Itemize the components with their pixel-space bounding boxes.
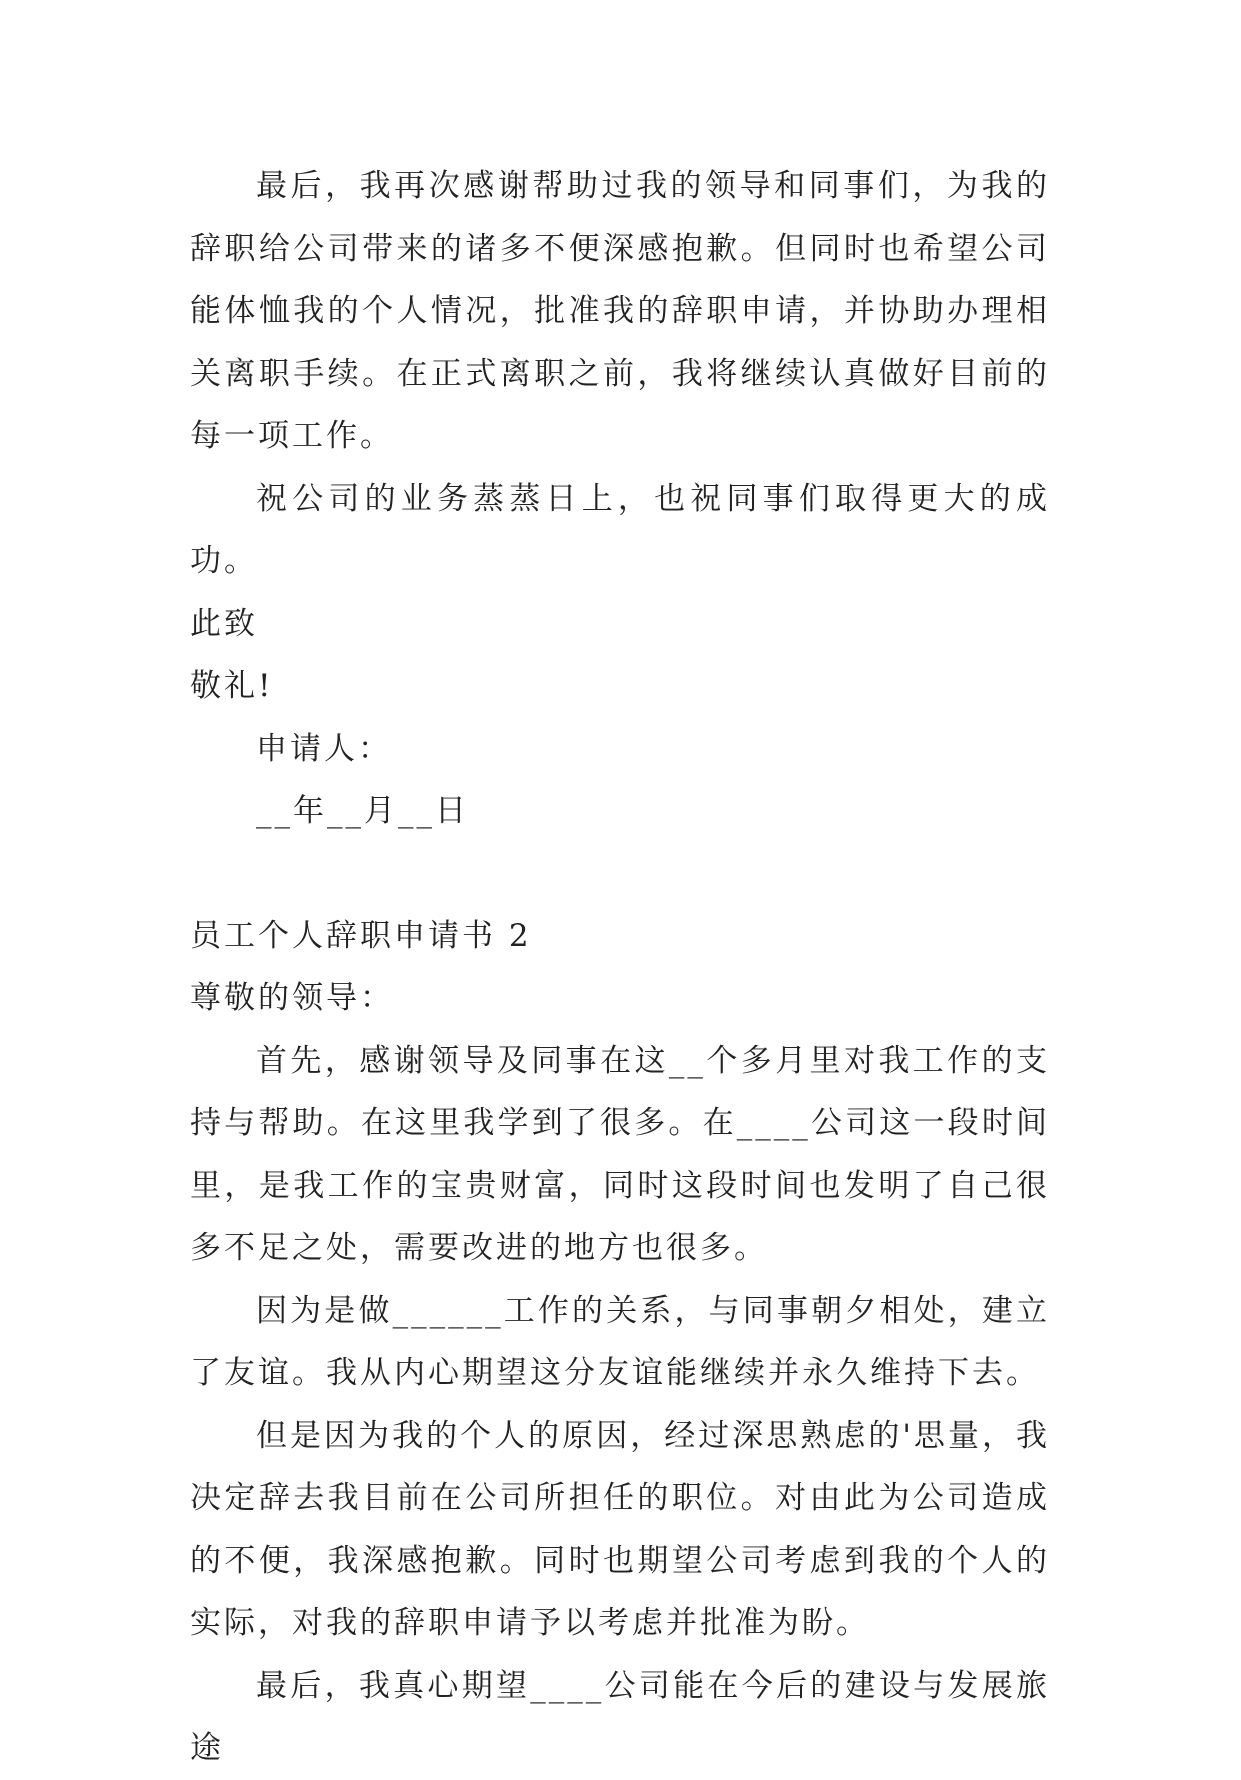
body-paragraph: 因为是做______工作的关系，与同事朝夕相处，建立了友谊。我从内心期望这分友谊能继续并永久维持下去。 [190,1292,1050,1391]
body-paragraph: 但是因为我的个人的原因，经过深思熟虑的'思量，我决定辞去我目前在公司所担任的职位。对由此为公司造成的不便，我深感抱歉。同时也期望公司考虑到我的个人的实际，对我的辞职申请予以考虑并批准为盼。 [190,1417,1050,1641]
salutation-line-2: 敬礼! [190,668,274,704]
closing-paragraph: 最后，我再次感谢帮助过我的领导和同事们，为我的辞职给公司带来的诸多不便深感抱歉。但同时也希望公司能体恤我的个人情况，批准我的辞职申请，并协助办理相关离职手续。在正式离职之前，我将继续认真做好目前的每一项工作。 [190,168,1050,454]
salutation-line-1: 此致 [190,605,258,642]
applicant-label: 申请人： [256,730,392,767]
body-paragraph: 最后，我真心期望____公司能在今后的建设与发展旅途 [190,1667,1050,1766]
body-paragraph: 首先，感谢领导及同事在这__个多月里对我工作的支持与帮助。在这里我学到了很多。在____公司这一段时间里，是我工作的宝贵财富，同时这段时间也发明了自己很多不足之处，需要改进的地方也很多。 [190,1042,1050,1266]
letter-title: 员工个人辞职申请书 2 [190,917,532,954]
section-gap [190,843,1050,905]
wish-paragraph: 祝公司的业务蒸蒸日上，也祝同事们取得更大的成功。 [190,480,1050,579]
document-body [190,155,1050,1780]
greeting: 尊敬的领导： [190,980,394,1016]
date-line: __年__月__日 [256,793,469,829]
